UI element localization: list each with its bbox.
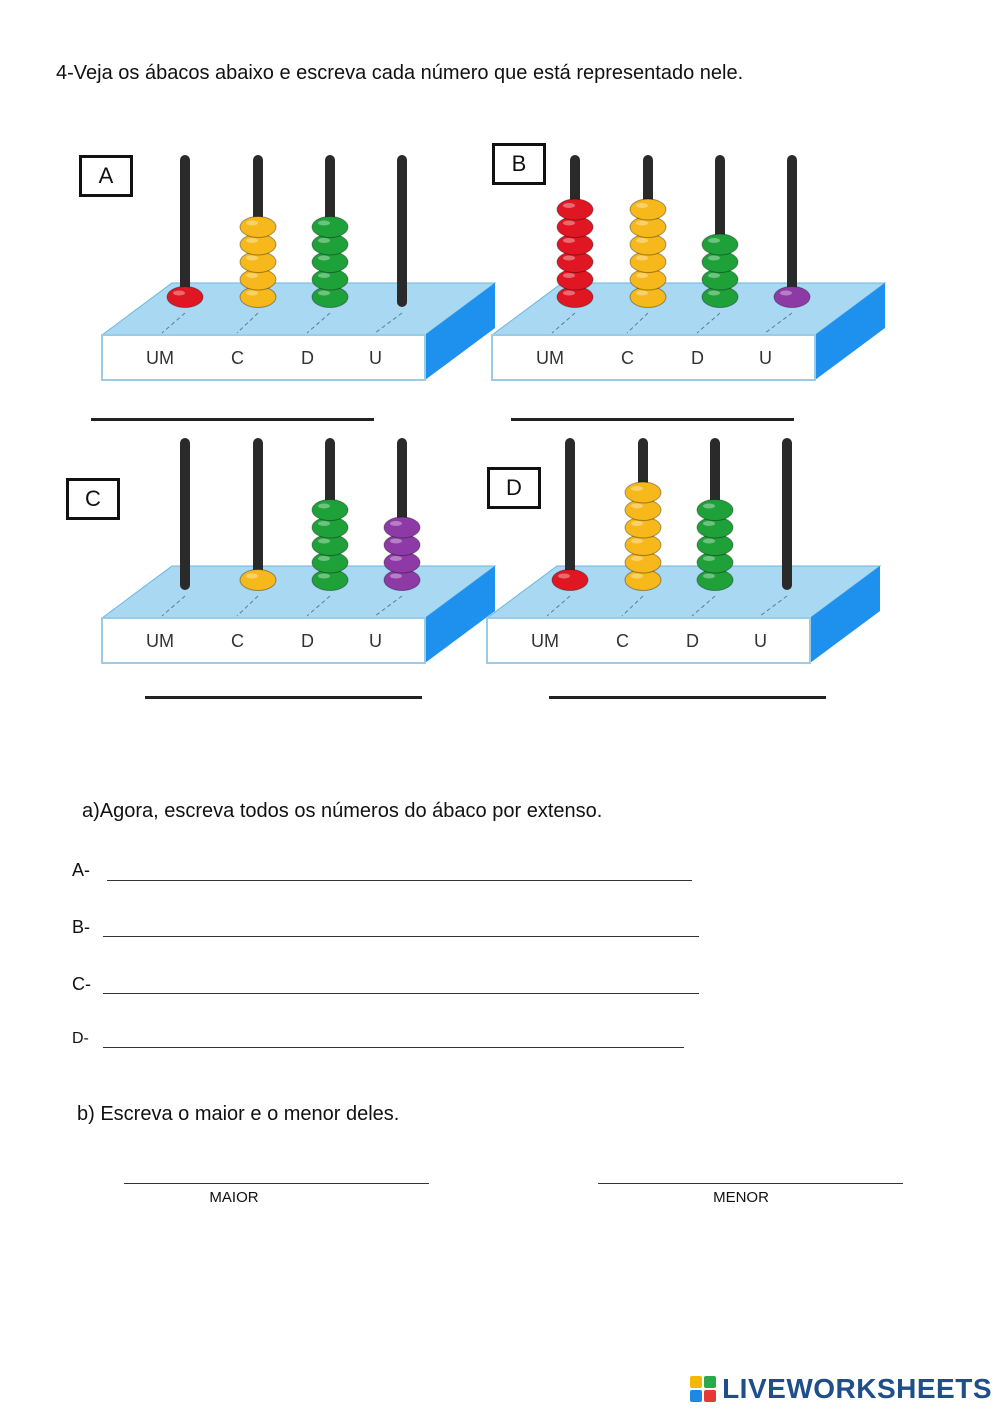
abacus-bead-highlight [390, 574, 402, 579]
abacus-bead-highlight [246, 291, 258, 296]
abacus-column-label: D [691, 348, 704, 368]
abacus-bead-highlight [173, 291, 185, 296]
abacus-bead-highlight [318, 291, 330, 296]
abacus-rod [397, 155, 407, 307]
abacus-bead [630, 199, 666, 220]
liveworksheets-brand [690, 1373, 992, 1405]
abacus-bead-highlight [318, 539, 330, 544]
abacus-column-label: D [301, 348, 314, 368]
abacus-bead-highlight [390, 556, 402, 561]
abacus-column-label: UM [146, 348, 174, 368]
abacus-column-label: UM [536, 348, 564, 368]
abacus-bead-highlight [563, 256, 575, 261]
brand-text: LIVEWORKSHEETS [722, 1373, 992, 1404]
abacus-bead-highlight [703, 556, 715, 561]
abacus-bead-highlight [780, 291, 792, 296]
row-line-b[interactable] [103, 936, 699, 937]
abacus-bead-highlight [631, 504, 643, 509]
abacus-column-label: C [231, 348, 244, 368]
abacus-c-letter: C [66, 478, 120, 520]
abacus-bead-highlight [318, 504, 330, 509]
abacus-bead-highlight [390, 521, 402, 526]
liveworksheets-logo-icon [690, 1376, 716, 1402]
abacus-bead-highlight [631, 539, 643, 544]
abacus-bead-highlight [246, 221, 258, 226]
abacus-column-label: C [231, 631, 244, 651]
abacus-bead [240, 570, 276, 591]
logo-square-1 [690, 1376, 702, 1388]
abacus-bead-highlight [318, 273, 330, 278]
abacus-bead [552, 570, 588, 591]
abacus-column-label: UM [146, 631, 174, 651]
abacus-bead-highlight [558, 574, 570, 579]
maior-label: MAIOR [209, 1189, 259, 1206]
abacus-bead [625, 482, 661, 503]
abacus-bead [702, 234, 738, 255]
logo-square-4 [704, 1390, 716, 1402]
abacus-bead-highlight [246, 238, 258, 243]
menor-line[interactable] [598, 1183, 903, 1184]
abacus-rod [565, 438, 575, 590]
abacus-bead [384, 517, 420, 538]
abacus-column-label: D [686, 631, 699, 651]
abacus-bead-highlight [563, 291, 575, 296]
logo-square-2 [704, 1376, 716, 1388]
abacus-column-label: U [369, 348, 382, 368]
abacus-bead-highlight [703, 539, 715, 544]
abacus-bead-highlight [631, 574, 643, 579]
abacus-a [80, 135, 500, 385]
abacus-bead [697, 500, 733, 521]
abacus-a-letter: A [79, 155, 133, 197]
abacus-d-letter: D [487, 467, 541, 509]
row-label-d: D- [72, 1030, 89, 1047]
abacus-rod [787, 155, 797, 307]
abacus-column-label: C [621, 348, 634, 368]
abacus-bead-highlight [318, 221, 330, 226]
abacus-bead-highlight [636, 273, 648, 278]
abacus-bead-highlight [708, 291, 720, 296]
abacus-bead-highlight [563, 273, 575, 278]
abacus-bead-highlight [563, 238, 575, 243]
logo-square-3 [690, 1390, 702, 1402]
abacus-bead [774, 287, 810, 308]
abacus-bead-highlight [703, 574, 715, 579]
abacus-bead-highlight [703, 504, 715, 509]
abacus-bead-highlight [631, 486, 643, 491]
abacus-bead [312, 217, 348, 238]
abacus-bead-highlight [390, 539, 402, 544]
part-a-prompt: a)Agora, escreva todos os números do ábaco por extenso. [82, 800, 603, 822]
abacus-bead-highlight [563, 203, 575, 208]
abacus-drawing [80, 135, 500, 385]
abacus-bead-highlight [708, 238, 720, 243]
abacus-rod [253, 438, 263, 590]
question-text: 4-Veja os ábacos abaixo e escreva cada número que está representado nele. [56, 62, 744, 84]
abacus-bead [167, 287, 203, 308]
abacus-bead [557, 199, 593, 220]
abacus-column-label: U [369, 631, 382, 651]
abacus-bead-highlight [318, 574, 330, 579]
abacus-bead-highlight [636, 203, 648, 208]
abacus-bead-highlight [631, 521, 643, 526]
abacus-bead-highlight [636, 221, 648, 226]
abacus-column-label: U [754, 631, 767, 651]
abacus-column-label: U [759, 348, 772, 368]
maior-line[interactable] [124, 1183, 429, 1184]
abacus-drawing [465, 418, 885, 668]
abacus-d-answer-line[interactable] [549, 696, 826, 699]
row-line-c[interactable] [103, 993, 699, 994]
abacus-bead-highlight [563, 221, 575, 226]
abacus-b-letter: B [492, 143, 546, 185]
abacus-rod [782, 438, 792, 590]
row-label-b: B- [72, 917, 90, 937]
abacus-bead-highlight [636, 256, 648, 261]
abacus-bead-highlight [246, 273, 258, 278]
row-label-c: C- [72, 974, 91, 994]
abacus-column-label: C [616, 631, 629, 651]
abacus-bead-highlight [318, 521, 330, 526]
abacus-bead-highlight [703, 521, 715, 526]
abacus-rod [180, 155, 190, 307]
menor-label: MENOR [713, 1189, 769, 1206]
abacus-bead-highlight [636, 238, 648, 243]
abacus-bead-highlight [246, 256, 258, 261]
abacus-bead-highlight [318, 556, 330, 561]
abacus-bead [312, 500, 348, 521]
row-label-a: A- [72, 860, 90, 880]
abacus-bead-highlight [318, 238, 330, 243]
abacus-bead-highlight [636, 291, 648, 296]
abacus-rod [180, 438, 190, 590]
abacus-drawing [80, 418, 500, 668]
abacus-d [465, 418, 885, 668]
row-line-d[interactable] [103, 1047, 684, 1048]
abacus-bead-highlight [708, 256, 720, 261]
abacus-bead-highlight [708, 273, 720, 278]
abacus-bead-highlight [631, 556, 643, 561]
abacus-c-answer-line[interactable] [145, 696, 422, 699]
abacus-c [80, 418, 500, 668]
abacus-bead-highlight [318, 256, 330, 261]
part-b-prompt: b) Escreva o maior e o menor deles. [77, 1103, 400, 1125]
abacus-bead-highlight [246, 574, 258, 579]
abacus-bead [240, 217, 276, 238]
row-line-a[interactable] [107, 880, 692, 881]
abacus-column-label: UM [531, 631, 559, 651]
abacus-column-label: D [301, 631, 314, 651]
